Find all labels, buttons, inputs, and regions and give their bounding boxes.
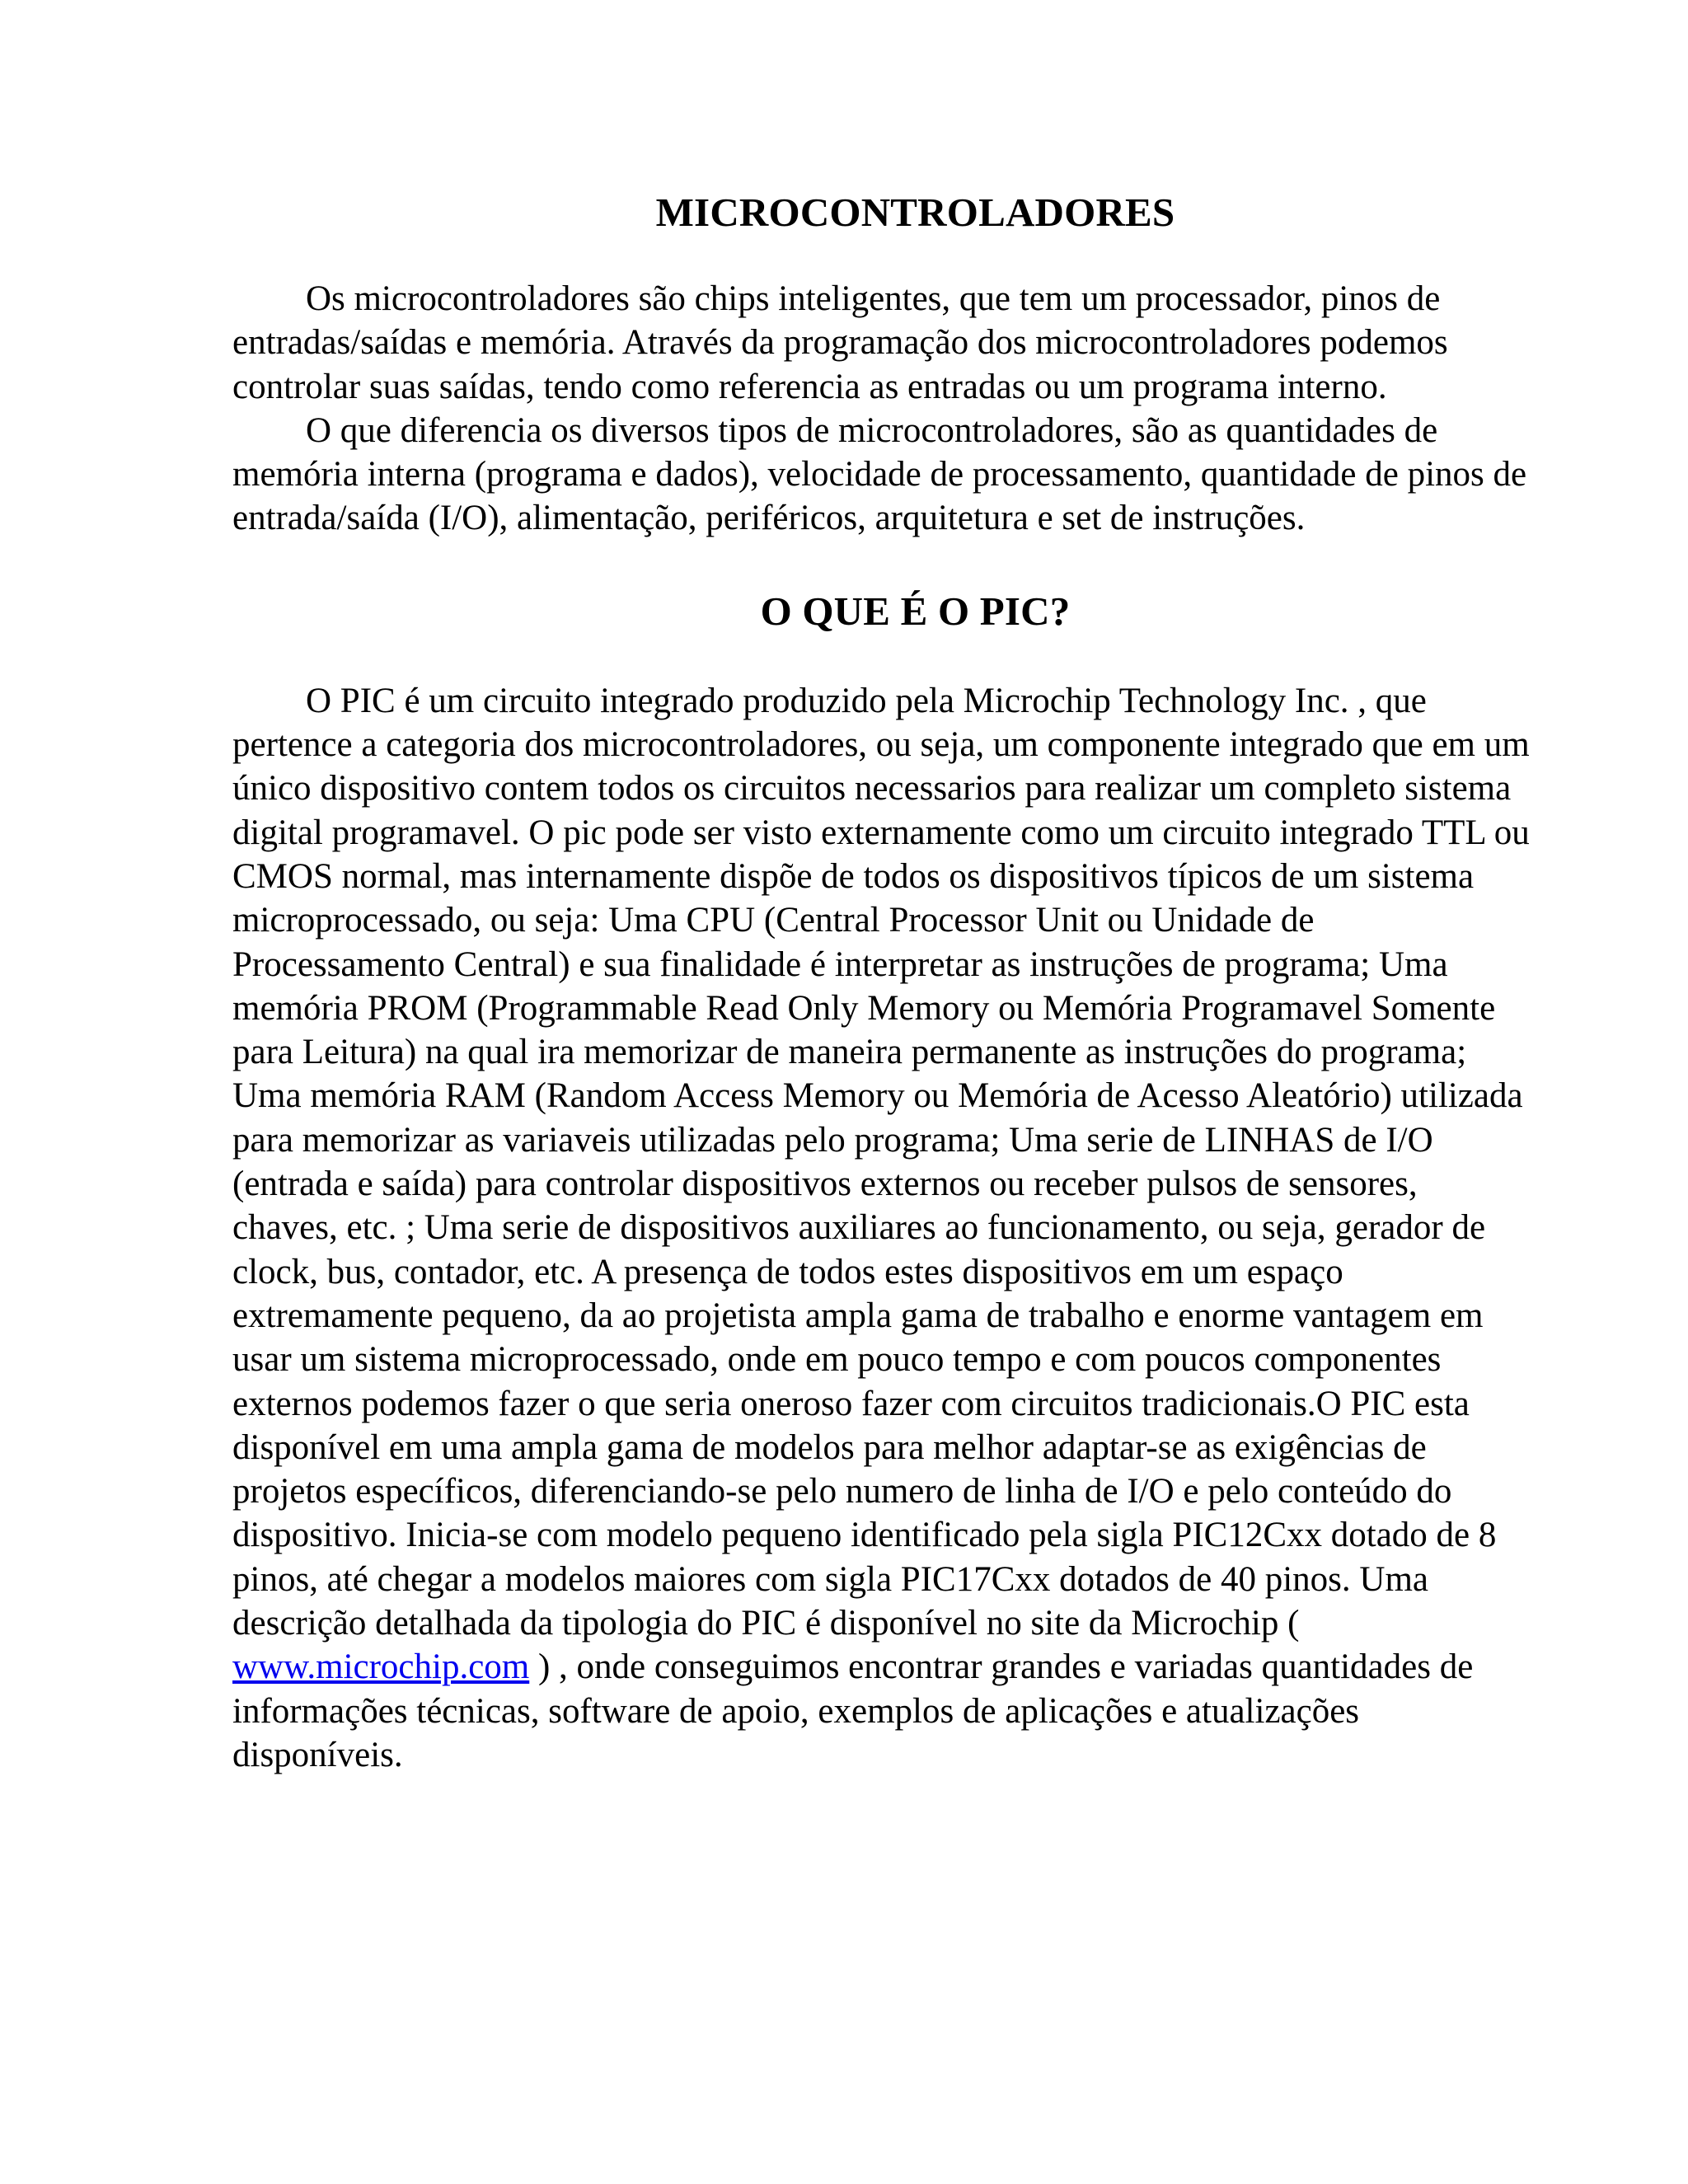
spacer <box>232 237 1531 277</box>
intro-paragraph-2: O que diferencia os diversos tipos de microcontroladores, são as quantidades de memória interna (programa e dados), velocidade de processamento, quantidade de pinos de entrada/saída (I/O), alimentação, periféricos, arquitetura e set de instruções. <box>232 410 1527 538</box>
intro-paragraph-1: Os microcontroladores são chips inteligentes, que tem um processador, pinos de entradas/saídas e memória. Através da programação dos microcontroladores podemos controlar suas saídas, tendo como referencia as entradas ou um programa interno. <box>232 279 1448 406</box>
spacer <box>232 636 1531 679</box>
document-content <box>232 188 1531 1777</box>
spacer <box>232 541 1531 587</box>
section-text-after-link: ) , onde conseguimos encontrar grandes e variadas quantidades de informações técnicas, software de apoio, exemplos de aplicações e atualizações disponíveis. <box>232 1647 1474 1774</box>
section-heading: O QUE É O PIC? <box>760 588 1071 634</box>
page-title: MICROCONTROLADORES <box>655 190 1175 235</box>
section-paragraph <box>232 679 1531 1777</box>
microchip-link[interactable]: www.microchip.com <box>232 1647 530 1687</box>
section-text-before-link: O PIC é um circuito integrado produzido pela Microchip Technology Inc. , que pertence a categoria dos microcontroladores, ou seja, um componente integrado que em um único dispositivo contem todos os circuitos necessarios para realizar um completo sistema digital programavel. O pic pode ser visto externamente como um circuito integrado TTL ou CMOS normal, mas internamente dispõe de todos os dispositivos típicos de um sistema microprocessado, ou seja: Uma CPU (Central Processor Unit ou Unidade de Processamento Central) e sua finalidade é interpretar as instruções de programa; Uma memória PROM (Programmable Read Only Memory ou Memória Programavel Somente para Leitura) na qual ira memorizar de maneira permanente as instruções do programa; Uma memória RAM (Random Access Memory ou Memória de Acesso Aleatório) utilizada para memorizar as variaveis utilizadas pelo programa; Uma serie de LINHAS de I/O (entrada e saída) para controlar dispositivos externos ou receber pulsos de sensores, chaves, etc. ; Uma serie de dispositivos auxiliares ao funcionamento, ou seja, gerador de clock, bus, contador, etc. A presença de todos estes dispositivos em um espaço extremamente pequeno, da ao projetista ampla gama de trabalho e enorme vantagem em usar um sistema microprocessado, onde em pouco tempo e com poucos componentes externos podemos fazer o que seria oneroso fazer com circuitos tradicionais.O PIC esta disponível em uma ampla gama de modelos para melhor adaptar-se as exigências de projetos específicos, diferenciando-se pelo numero de linha de I/O e pelo conteúdo do dispositivo. Inicia-se com modelo pequeno identificado pela sigla PIC12Cxx dotado de 8 pinos, até chegar a modelos maiores com sigla PIC17Cxx dotados de 40 pinos. Uma descrição detalhada da tipologia do PIC é disponível no site da Microchip ( <box>232 681 1530 1643</box>
